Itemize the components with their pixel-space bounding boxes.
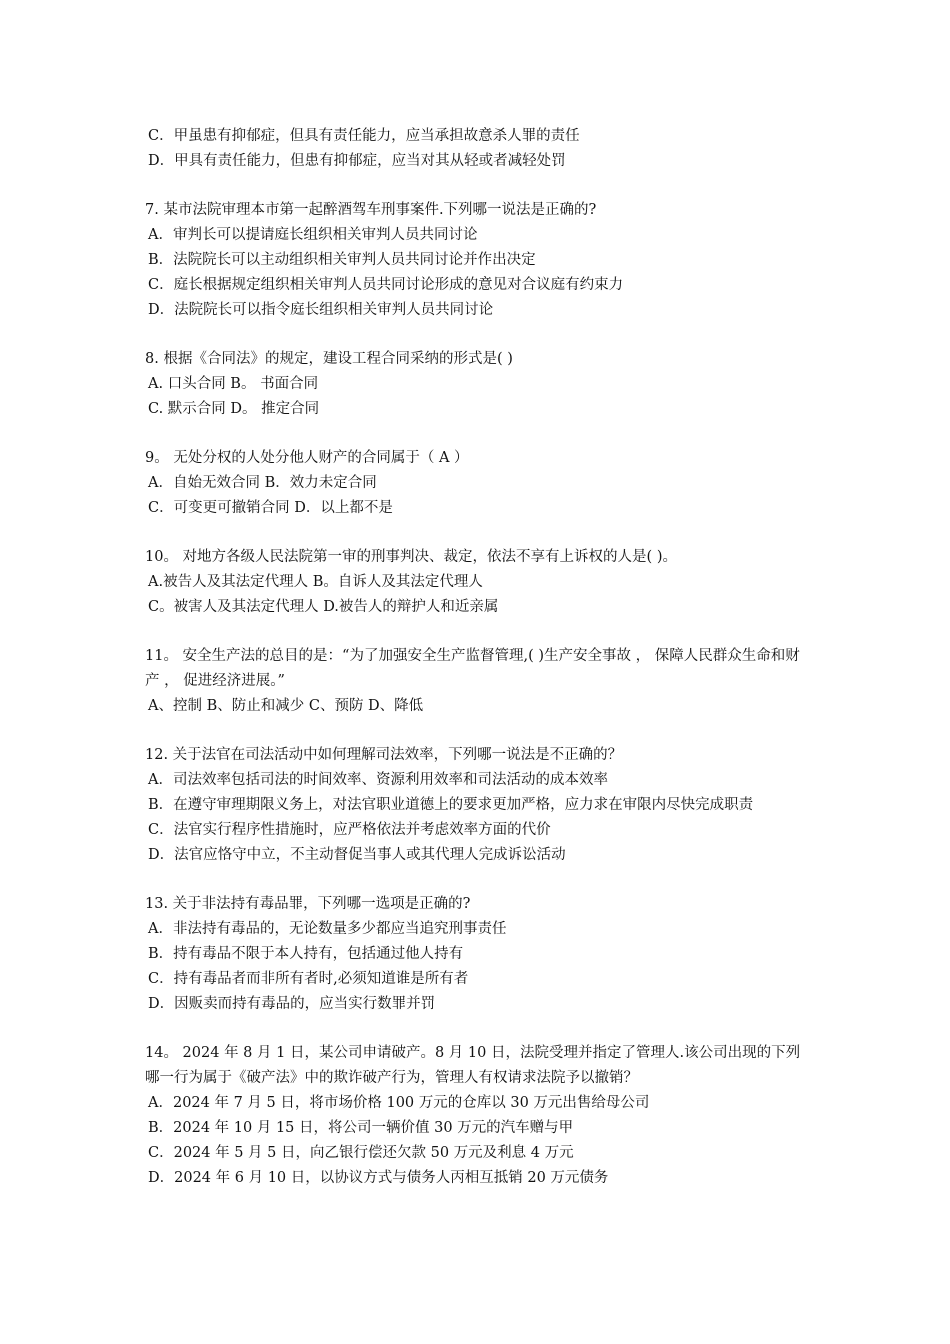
paragraph-gap [145, 521, 810, 545]
answer-option: C．法官实行程序性措施时，应严格依法并考虑效率方面的代价 [148, 822, 551, 838]
question-text: 8. 根据《合同法》的规定，建设工程合同采纳的形式是( ) [145, 351, 513, 367]
answer-option: C. 默示合同 D。 推定合同 [148, 401, 320, 417]
answer-option: C．甲虽患有抑郁症，但具有责任能力，应当承担故意杀人罪的责任 [148, 128, 580, 144]
paragraph-gap [145, 174, 810, 198]
answer-option: D．法院院长可以指令庭长组织相关审判人员共同讨论 [148, 302, 494, 318]
paragraph-gap [145, 323, 810, 347]
question-text: 11。 安全生产法的总目的是：“为了加强安全生产监督管理,( )生产安全事故 ， 保障人民群众生命和财产 ， 促进经济进展。” [145, 648, 800, 689]
answer-option: A．2024 年 7 月 5 日，将市场价格 100 万元的仓库以 30 万元出售给母公司 [148, 1095, 650, 1111]
answer-option: B．法院院长可以主动组织相关审判人员共同讨论并作出决定 [148, 252, 536, 268]
answer-option: D．2024 年 6 月 10 日，以协议方式与债务人丙相互抵销 20 万元债务 [148, 1170, 609, 1186]
answer-option: A．自始无效合同 B．效力未定合同 [148, 475, 377, 491]
answer-option: C。被害人及其法定代理人 D.被告人的辩护人和近亲属 [148, 599, 499, 615]
answer-option: B．持有毒品不限于本人持有，包括通过他人持有 [148, 946, 464, 962]
answer-option: C．2024 年 5 月 5 日，向乙银行偿还欠款 50 万元及利息 4 万元 [148, 1145, 574, 1161]
paragraph-gap [145, 868, 810, 892]
answer-option: A. 口头合同 B。 书面合同 [148, 376, 319, 392]
paragraph-gap [145, 719, 810, 743]
answer-option: C．庭长根据规定组织相关审判人员共同讨论形成的意见对合议庭有约束力 [148, 277, 624, 293]
answer-option: D．法官应恪守中立，不主动督促当事人或其代理人完成诉讼活动 [148, 847, 566, 863]
question-text: 12. 关于法官在司法活动中如何理解司法效率，下列哪一说法是不正确的？ [145, 747, 623, 763]
question-text: 13. 关于非法持有毒品罪，下列哪一选项是正确的? [145, 896, 471, 912]
question-text: 7. 某市法院审理本市第一起醉酒驾车刑事案件.下列哪一说法是正确的? [145, 202, 597, 218]
answer-option: A．审判长可以提请庭长组织相关审判人员共同讨论 [148, 227, 478, 243]
answer-option: A.被告人及其法定代理人 B。自诉人及其法定代理人 [148, 574, 483, 590]
paragraph-gap [145, 1017, 810, 1041]
question-text: 14。 2024 年 8 月 1 日，某公司申请破产。8 月 10 日，法院受理并指定了管理人.该公司出现的下列哪一行为属于《破产法》中的欺诈破产行为，管理人有权请求法院予以撤销？ [145, 1045, 801, 1086]
answer-option: D．甲具有责任能力，但患有抑郁症，应当对其从轻或者减轻处罚 [148, 153, 566, 169]
paragraph-gap [145, 422, 810, 446]
answer-option: B．在遵守审理期限义务上，对法官职业道德上的要求更加严格，应力求在审限内尽快完成职责 [148, 797, 754, 813]
paragraph-gap [145, 620, 810, 644]
answer-option: B．2024 年 10 月 15 日，将公司一辆价值 30 万元的汽车赠与甲 [148, 1120, 574, 1136]
answer-option: D．因贩卖而持有毒品的，应当实行数罪并罚 [148, 996, 436, 1012]
answer-option: A、控制 B、防止和减少 C、预防 D、降低 [148, 698, 424, 714]
answer-option: A．非法持有毒品的，无论数量多少都应当追究刑事责任 [148, 921, 507, 937]
answer-option: C．可变更可撤销合同 D．以上都不是 [148, 500, 393, 516]
question-text: 10。 对地方各级人民法院第一审的刑事判决、裁定，依法不享有上诉权的人是( )。 [145, 549, 677, 565]
question-text: 9。 无处分权的人处分他人财产的合同属于（ A ） [145, 450, 469, 466]
answer-option: A．司法效率包括司法的时间效率、资源利用效率和司法活动的成本效率 [148, 772, 608, 788]
document-page [145, 124, 810, 1191]
answer-option: C．持有毒品者而非所有者时,必须知道谁是所有者 [148, 971, 469, 987]
